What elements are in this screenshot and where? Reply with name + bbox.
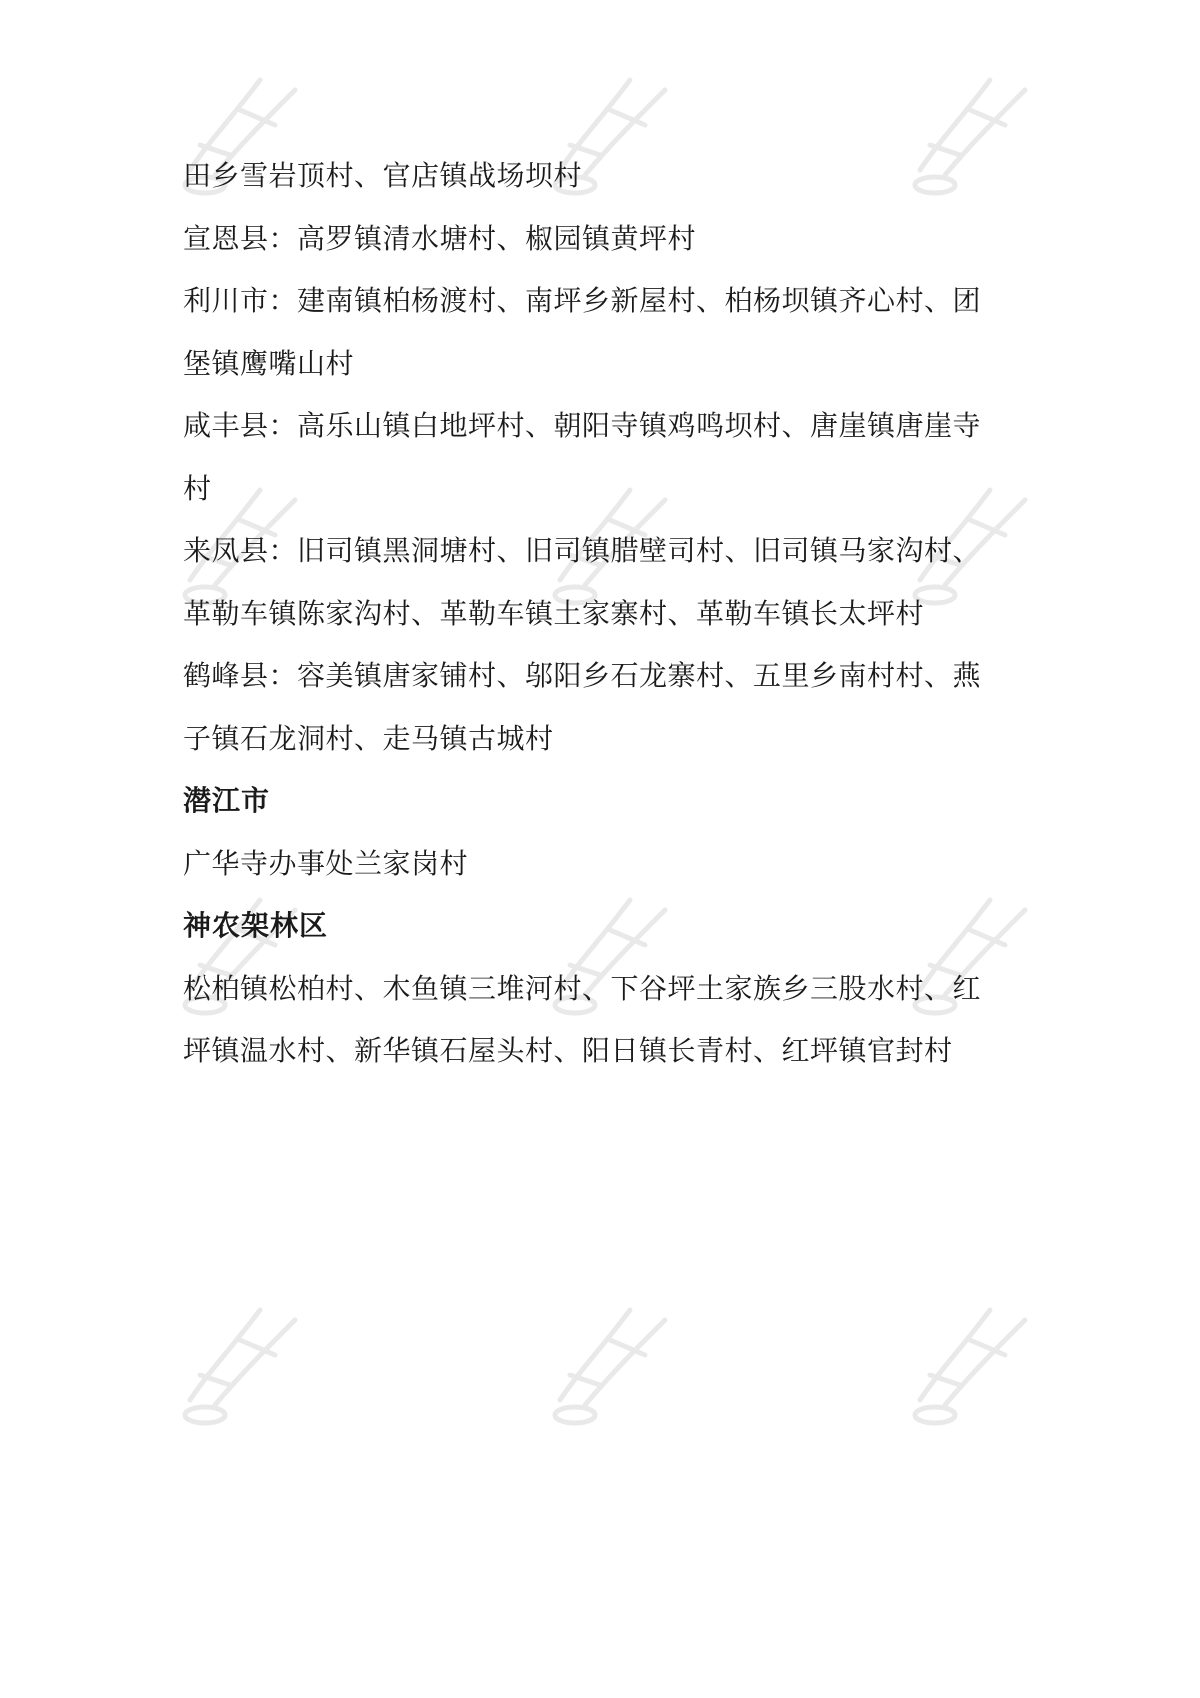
text-line-xianfeng: 咸丰县：高乐山镇白地坪村、朝阳寺镇鸡鸣坝村、唐崖镇唐崖寺 [183,409,982,442]
text-line-lichuan: 利川市：建南镇柏杨渡村、南坪乡新屋村、柏杨坝镇齐心村、团 [183,284,982,317]
text-line: 田乡雪岩顶村、官店镇战场坝村 [183,159,583,192]
watermark-logo-icon [540,1280,690,1430]
watermark-logo-icon [900,1280,1050,1430]
text-line: 革勒车镇陈家沟村、革勒车镇土家寨村、革勒车镇长太坪村 [183,596,925,630]
watermark-logo-icon [170,1280,320,1430]
text-line: 子镇石龙洞村、走马镇古城村 [183,721,554,755]
text-line: 松柏镇松柏村、木鱼镇三堆河村、下谷坪土家族乡三股水村、红 [183,971,982,1005]
text-line: 村 [183,471,212,505]
text-line: 广华寺办事处兰家岗村 [183,846,469,880]
document-body [183,145,1033,1083]
text-line: 坪镇温水村、新华镇石屋头村、阳日镇长青村、红坪镇官封村 [183,1034,953,1067]
text-line-laifeng: 来凤县：旧司镇黑洞塘村、旧司镇腊壁司村、旧司镇马家沟村、 [183,534,982,567]
text-line-xuanen: 宣恩县：高罗镇清水塘村、椒园镇黄坪村 [183,221,697,255]
section-heading-qianjiang: 潜江市 [183,784,271,817]
text-line: 堡镇鹰嘴山村 [183,346,355,380]
section-heading-shennongjia: 神农架林区 [183,909,329,942]
text-line-hefeng: 鹤峰县：容美镇唐家铺村、邬阳乡石龙寨村、五里乡南村村、燕 [183,659,982,692]
